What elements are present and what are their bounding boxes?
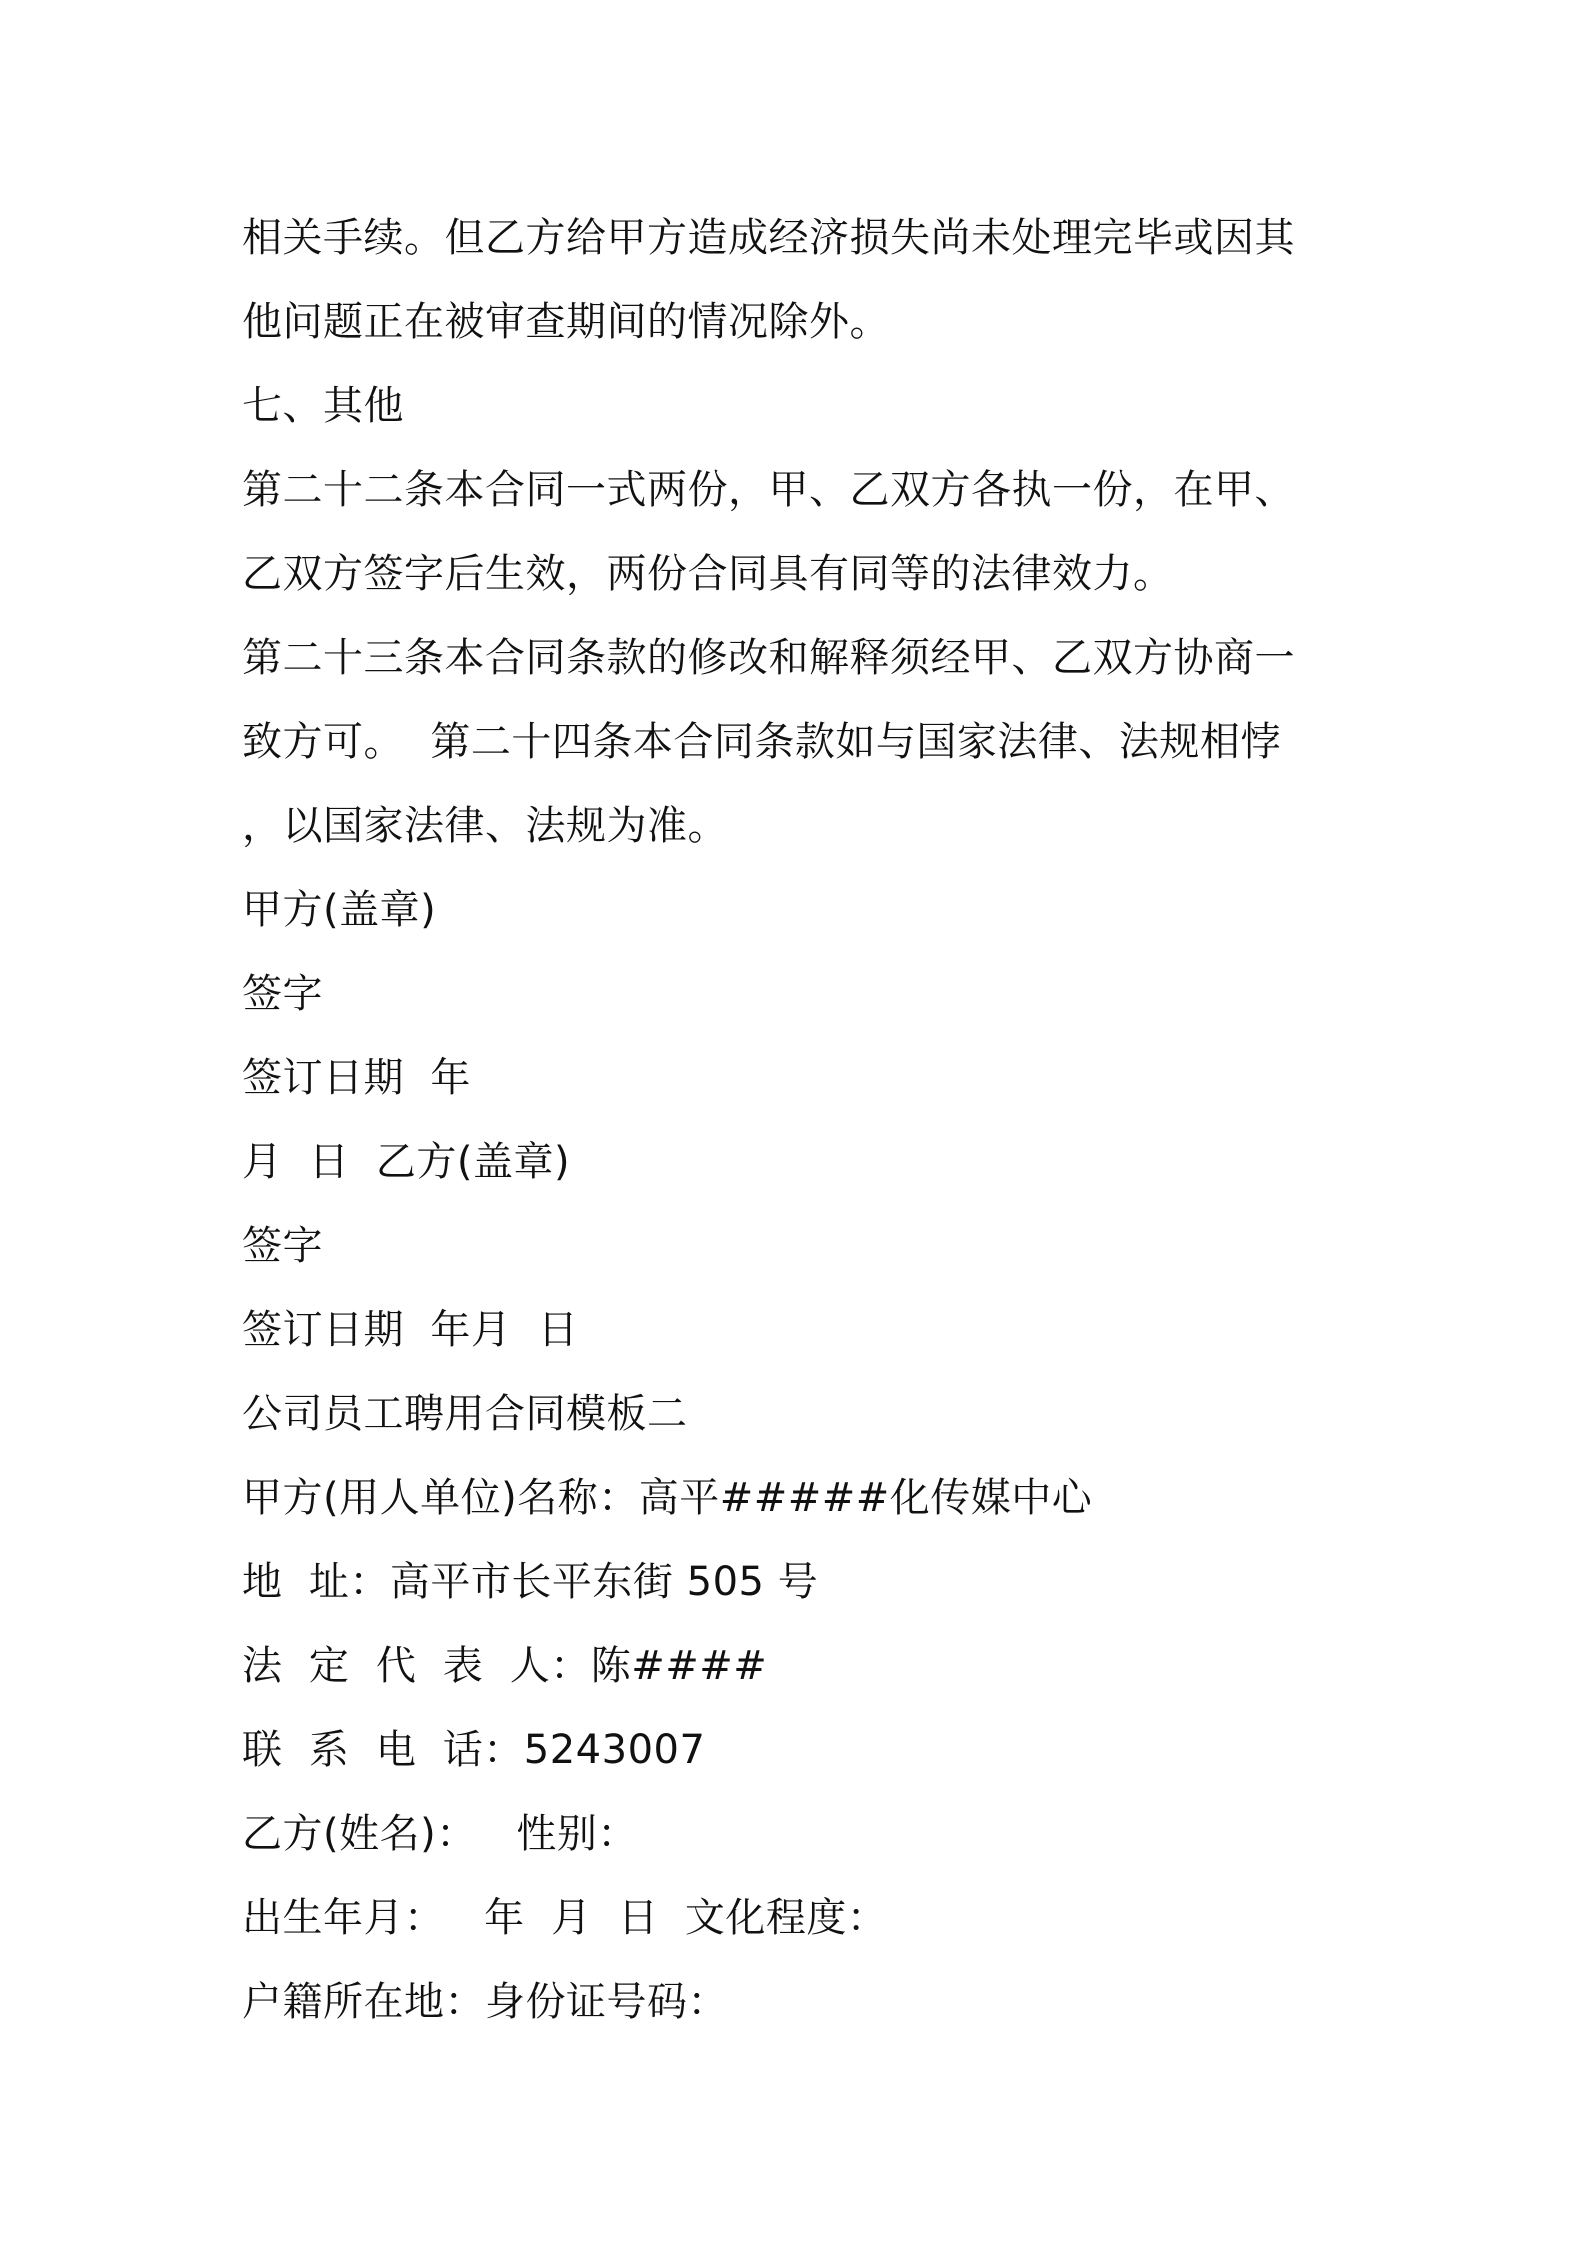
text-line: 第二十三条本合同条款的修改和解释须经甲、乙双方协商一: [242, 635, 1295, 681]
address-line: 地 址：高平市长平东街 505 号: [242, 1559, 819, 1605]
text-line: 第二十二条本合同一式两份，甲、乙双方各执一份，在甲、: [242, 467, 1295, 513]
phone-line: 联 系 电 话：5243007: [242, 1727, 706, 1773]
sign-date-label: 签订日期 年月 日: [242, 1307, 579, 1353]
party-a-seal-label: 甲方(盖章): [242, 887, 437, 933]
signature-label: 签字: [242, 971, 323, 1017]
birth-education-line: 出生年月： 年 月 日 文化程度：: [242, 1895, 888, 1941]
signature-label: 签字: [242, 1223, 323, 1269]
legal-representative-line: 法 定 代 表 人：陈####: [242, 1643, 768, 1689]
text-line: 乙双方签字后生效，两份合同具有同等的法律效力。: [242, 551, 1174, 597]
section-heading: 七、其他: [242, 383, 404, 429]
text-line: 相关手续。但乙方给甲方造成经济损失尚未处理完毕或因其: [242, 215, 1295, 261]
text-line: 致方可。 第二十四条本合同条款如与国家法律、法规相悖: [242, 719, 1281, 765]
party-a-name-line: 甲方(用人单位)名称：高平#####化传媒中心: [242, 1475, 1093, 1521]
residence-id-line: 户籍所在地：身份证号码：: [242, 1979, 728, 2025]
text-line: 他问题正在被审查期间的情况除外。: [242, 299, 890, 345]
text-line: ，以国家法律、法规为准。: [242, 803, 728, 849]
text-line: 月 日 乙方(盖章): [242, 1139, 571, 1185]
template-title: 公司员工聘用合同模板二: [242, 1391, 688, 1437]
sign-date-label: 签订日期 年: [242, 1055, 471, 1101]
document-body: [242, 196, 1362, 2044]
party-b-name-line: 乙方(姓名)： 性别：: [242, 1811, 638, 1857]
